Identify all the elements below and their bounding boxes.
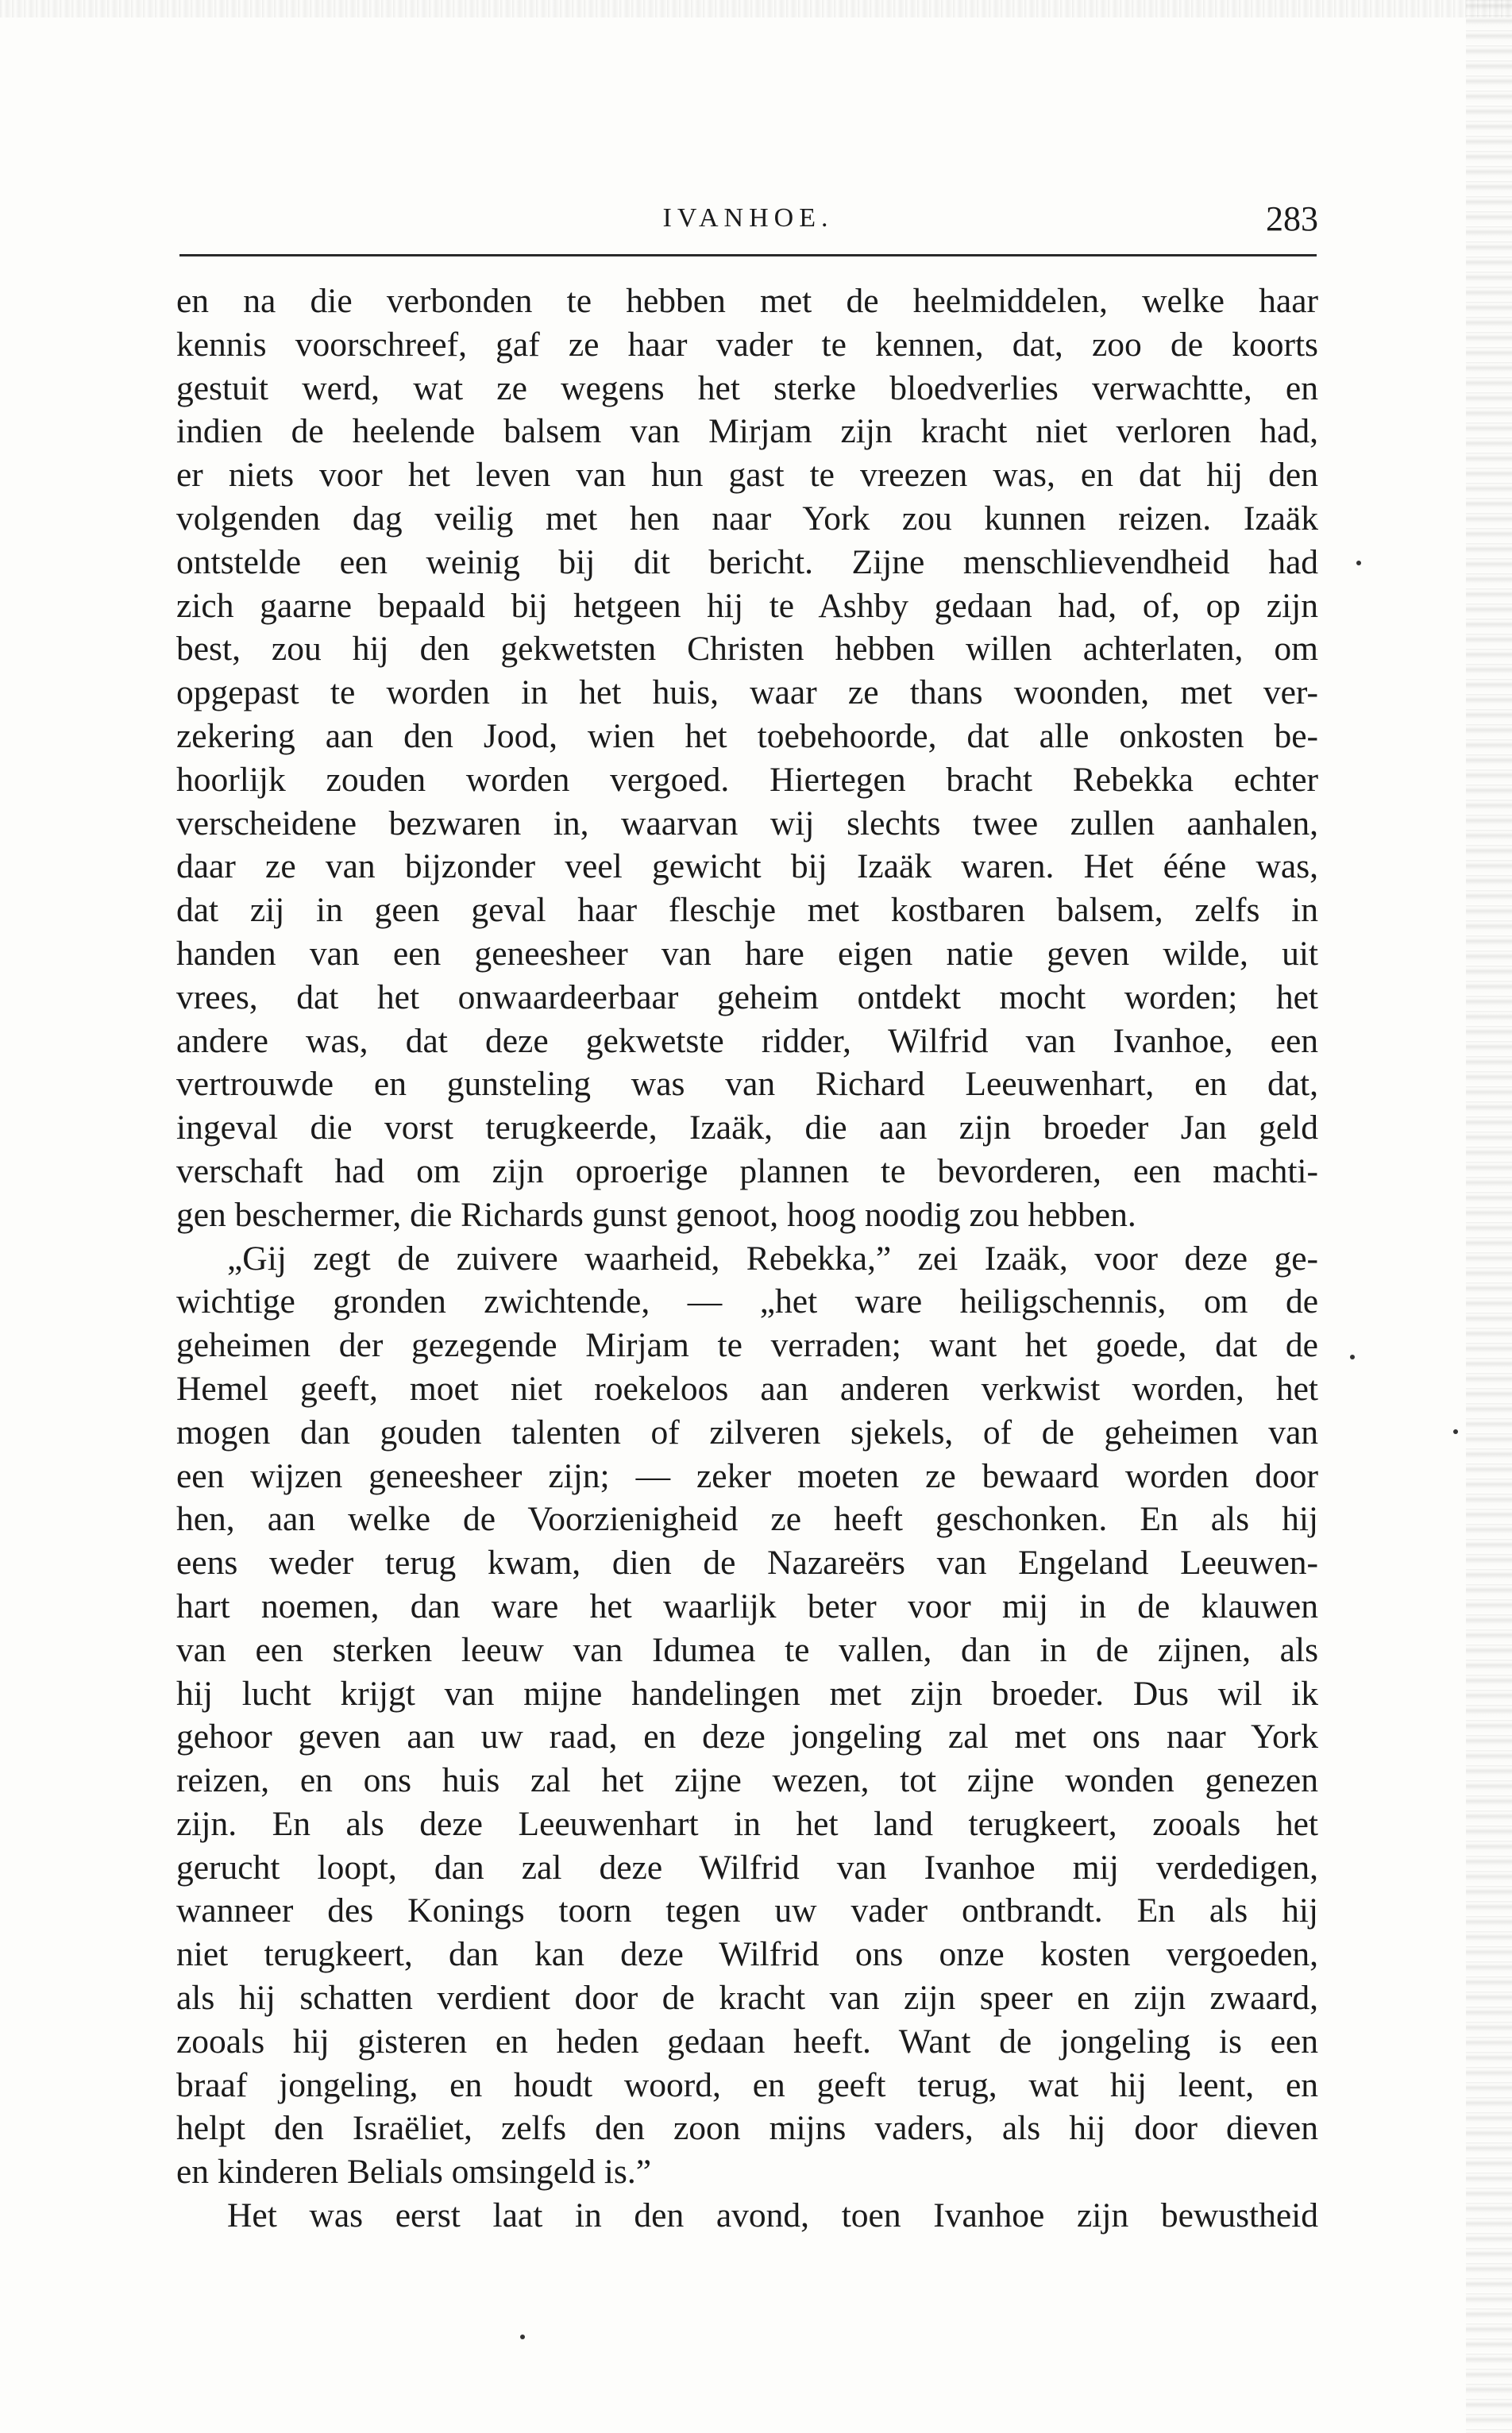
margin-speck (1356, 561, 1361, 565)
text-line: helpt den Israëliet, zelfs den zoon mijns vaders, als hij door dieven (176, 2109, 1318, 2148)
text-line: hij lucht krijgt van mijne handelingen met zijn broeder. Dus wil ik (176, 1674, 1318, 1713)
text-line: braaf jongeling, en houdt woord, en geeft terug, wat hij leent, en (176, 2065, 1318, 2104)
text-line: dat zij in geen geval haar fleschje met kostbaren balsem, zelfs in (176, 891, 1318, 930)
text-line: zich gaarne bepaald bij hetgeen hij te Ashby gedaan had, of, op zijn (176, 586, 1318, 625)
text-line: Het was eerst laat in den avond, toen Ivanhoe zijn bewustheid (227, 2196, 1318, 2235)
text-line: daar ze van bijzonder veel gewicht bij Izaäk waren. Het ééne was, (176, 847, 1318, 886)
text-line: als hij schatten verdient door de kracht van zijn speer en zijn zwaard, (176, 1979, 1318, 2018)
text-line: kennis voorschreef, gaf ze haar vader te kennen, dat, zoo de koorts (176, 325, 1318, 364)
text-line: er niets voor het leven van hun gast te vreezen was, en dat hij den (176, 456, 1318, 495)
scan-edge-top (0, 0, 1512, 17)
page-header (178, 199, 1318, 246)
text-line: ontstelde een weinig bij dit bericht. Zijne menschlievendheid had (176, 542, 1318, 581)
text-line: en na die verbonden te hebben met de heelmiddelen, welke haar (176, 282, 1318, 320)
text-line: andere was, dat deze gekwetste ridder, Wilfrid van Ivanhoe, een (176, 1021, 1318, 1060)
text-line: gestuit werd, wat ze wegens het sterke bloedverlies verwachtte, en (176, 368, 1318, 407)
text-line: ingeval die vorst terugkeerde, Izaäk, die aan zijn broeder Jan geld (176, 1109, 1318, 1147)
text-line: wichtige gronden zwichtende, — „het ware heiligschennis, om de (176, 1282, 1318, 1321)
text-line: zekering aan den Jood, wien het toebehoorde, dat alle onkosten be- (176, 716, 1318, 755)
text-line: handen van een geneesheer van hare eigen natie geven wilde, uit (176, 934, 1318, 973)
text-line: vrees, dat het onwaardeerbaar geheim ontdekt mocht worden; het (176, 977, 1318, 1016)
running-title: IVANHOE. (662, 203, 834, 233)
text-line: geheimen der gezegende Mirjam te verraden; want het goede, dat de (176, 1326, 1318, 1365)
text-line: gerucht loopt, dan zal deze Wilfrid van Ivanhoe mij verdedigen, (176, 1848, 1318, 1887)
margin-speck (1453, 1429, 1458, 1434)
text-line: mogen dan gouden talenten of zilveren sjekels, of de geheimen van (176, 1413, 1318, 1452)
text-line: wanneer des Konings toorn tegen uw vader ontbrandt. En als hij (176, 1891, 1318, 1930)
text-line: opgepast te worden in het huis, waar ze thans woonden, met ver- (176, 673, 1318, 712)
text-line: verschaft had om zijn oproerige plannen te bevorderen, een machti- (176, 1151, 1318, 1190)
text-line: vertrouwde en gunsteling was van Richard Leeuwenhart, en dat, (176, 1065, 1318, 1104)
text-line: gen beschermer, die Richards gunst genoot, hoog noodig zou hebben. (176, 1195, 1136, 1234)
text-line: hoorlijk zouden worden vergoed. Hiertegen bracht Rebekka echter (176, 760, 1318, 799)
text-line: Hemel geeft, moet niet roekeloos aan anderen verkwist worden, het (176, 1369, 1318, 1408)
scan-edge-right (1466, 0, 1512, 2433)
text-line: reizen, en ons huis zal het zijne wezen, tot zijne wonden genezen (176, 1761, 1318, 1800)
text-line: verscheidene bezwaren in, waarvan wij slechts twee zullen aanhalen, (176, 804, 1318, 842)
text-line: zijn. En als deze Leeuwenhart in het land terugkeert, zooals het (176, 1804, 1318, 1843)
text-line: indien de heelende balsem van Mirjam zijn kracht niet verloren had, (176, 412, 1318, 451)
page-number: 283 (1266, 199, 1318, 238)
text-line: hart noemen, dan ware het waarlijk beter voor mij in de klauwen (176, 1587, 1318, 1625)
text-line: best, zou hij den gekwetsten Christen hebben willen achterlaten, om (176, 630, 1318, 669)
text-line: zooals hij gisteren en heden gedaan heeft. Want de jongeling is een (176, 2022, 1318, 2061)
text-line: niet terugkeert, dan kan deze Wilfrid ons onze kosten vergoeden, (176, 1935, 1318, 1974)
text-line: „Gij zegt de zuivere waarheid, Rebekka,” zei Izaäk, voor deze ge- (227, 1239, 1318, 1278)
text-line: eens weder terug kwam, dien de Nazareërs van Engeland Leeuwen- (176, 1544, 1318, 1583)
text-line: volgenden dag veilig met hen naar York zou kunnen reizen. Izaäk (176, 499, 1318, 538)
margin-speck (1350, 1355, 1355, 1359)
text-line: en kinderen Belials omsingeld is.” (176, 2153, 651, 2192)
header-rule (179, 254, 1317, 256)
text-line: hen, aan welke de Voorzienigheid ze heeft geschonken. En als hij (176, 1500, 1318, 1539)
margin-speck (520, 2335, 525, 2339)
text-line: van een sterken leeuw van Idumea te vallen, dan in de zijnen, als (176, 1630, 1318, 1669)
text-line: een wijzen geneesheer zijn; — zeker moeten ze bewaard worden door (176, 1456, 1318, 1495)
text-line: gehoor geven aan uw raad, en deze jongeling zal met ons naar York (176, 1718, 1318, 1756)
body-text (176, 280, 1318, 2238)
